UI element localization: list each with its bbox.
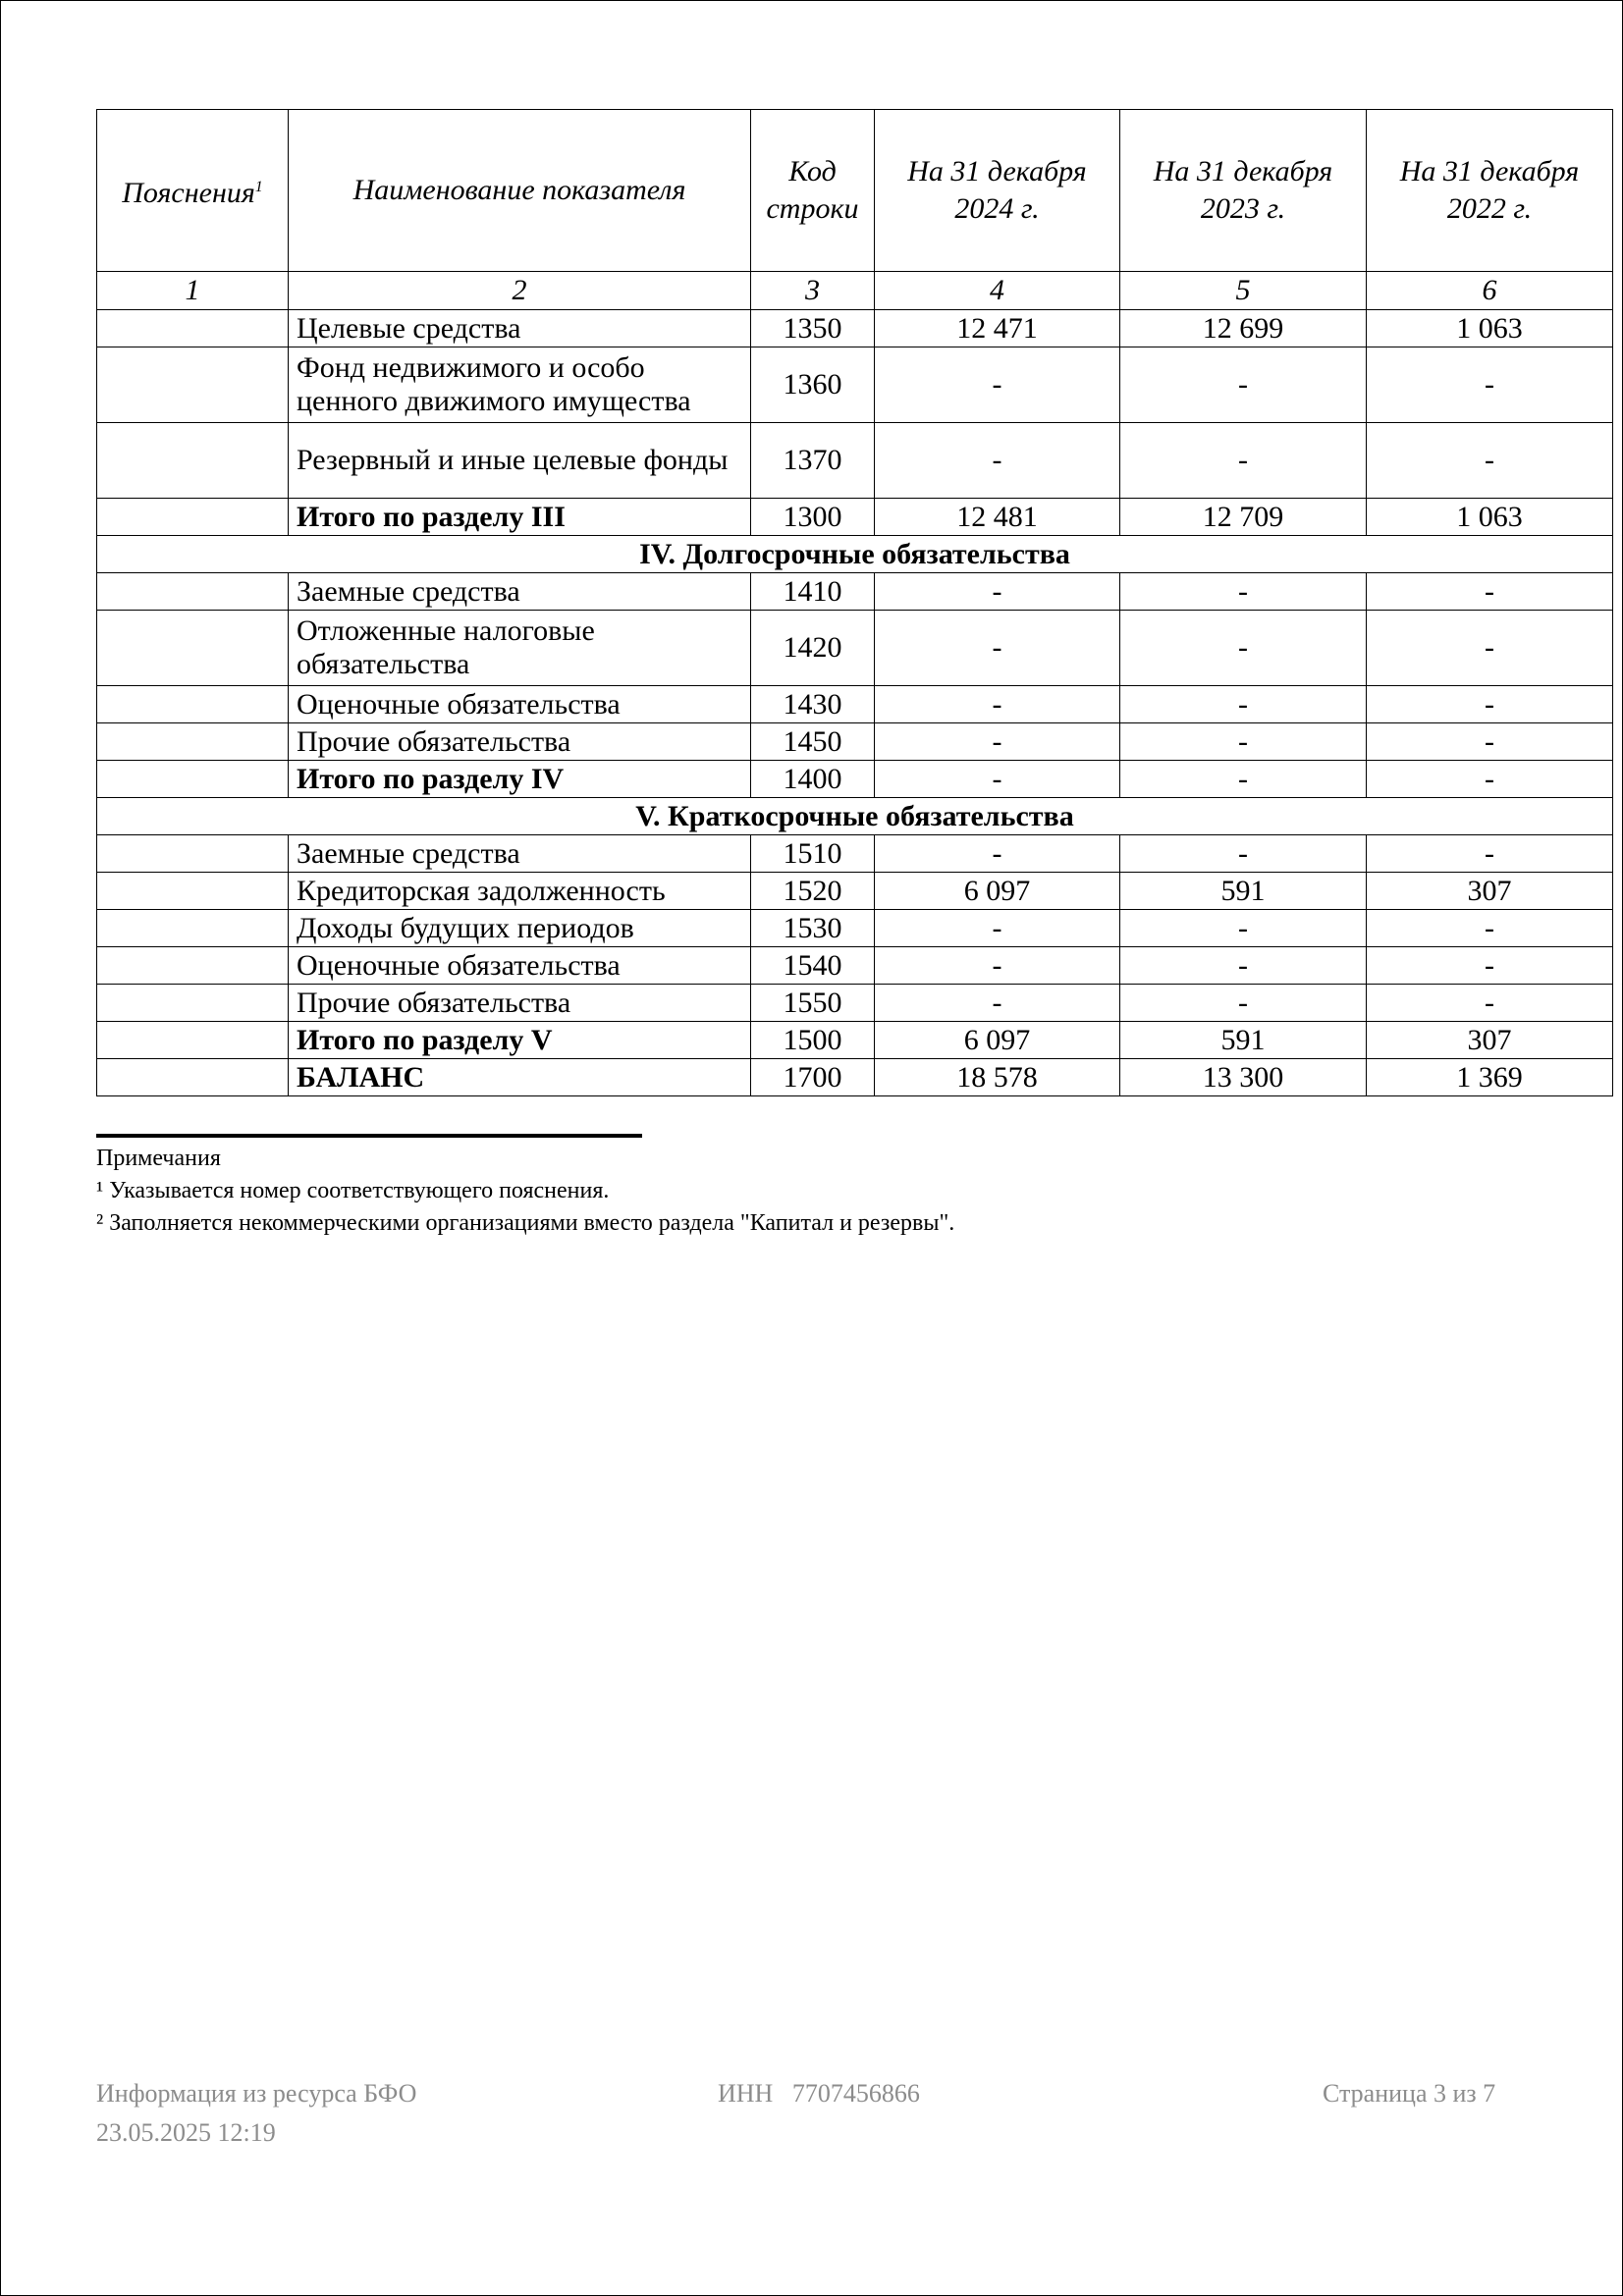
value-2023: - [1120, 947, 1367, 985]
column-number-row [97, 272, 1613, 310]
line-code: 1400 [751, 761, 875, 798]
value-2024: 18 578 [875, 1059, 1120, 1096]
explanation-cell [97, 499, 289, 536]
indicator-name: Кредиторская задолженность [289, 873, 751, 910]
table-row [97, 910, 1613, 947]
line-code: 1360 [751, 347, 875, 423]
explanation-cell [97, 310, 289, 347]
value-2023: - [1120, 423, 1367, 499]
value-2023: 13 300 [1120, 1059, 1367, 1096]
footer-inn-value: 7707456866 [791, 2079, 920, 2108]
value-2022: 307 [1367, 1022, 1613, 1059]
notes-divider [96, 1134, 642, 1138]
value-2023: - [1120, 573, 1367, 611]
header-2024: На 31 декабря 2024 г. [875, 110, 1120, 272]
indicator-name: Итого по разделу V [289, 1022, 751, 1059]
line-code: 1420 [751, 611, 875, 686]
explanation-cell [97, 947, 289, 985]
indicator-name: Заемные средства [289, 573, 751, 611]
indicator-name: Итого по разделу IV [289, 761, 751, 798]
footer-inn-label: ИНН [718, 2079, 774, 2108]
value-2023: 591 [1120, 1022, 1367, 1059]
header-line-code: Код строки [751, 110, 875, 272]
explanation-cell [97, 611, 289, 686]
table-row [97, 947, 1613, 985]
explanation-cell [97, 423, 289, 499]
table-row [97, 499, 1613, 536]
section-header-row [97, 798, 1613, 835]
section-title: V. Краткосрочные обязательства [97, 798, 1613, 835]
value-2022: - [1367, 985, 1613, 1022]
indicator-name: Фонд недвижимого и особо ценного движимого имущества [289, 347, 751, 423]
line-code: 1450 [751, 723, 875, 761]
line-code: 1550 [751, 985, 875, 1022]
value-2024: - [875, 347, 1120, 423]
value-2024: 6 097 [875, 873, 1120, 910]
footer-inn [718, 2075, 920, 2112]
table-row [97, 611, 1613, 686]
value-2024: 12 471 [875, 310, 1120, 347]
indicator-name: Отложенные налоговые обязательства [289, 611, 751, 686]
value-2023: 591 [1120, 873, 1367, 910]
section-title: IV. Долгосрочные обязательства [97, 536, 1613, 573]
explanation-cell [97, 723, 289, 761]
value-2024: - [875, 723, 1120, 761]
value-2024: - [875, 423, 1120, 499]
line-code: 1510 [751, 835, 875, 873]
indicator-name: Целевые средства [289, 310, 751, 347]
value-2024: - [875, 573, 1120, 611]
column-number: 6 [1367, 272, 1613, 310]
header-row [97, 110, 1613, 272]
explanation-cell [97, 686, 289, 723]
indicator-name: Оценочные обязательства [289, 686, 751, 723]
explanation-cell [97, 761, 289, 798]
footer-source: Информация из ресурса БФО [96, 2079, 417, 2108]
table-row [97, 835, 1613, 873]
value-2024: - [875, 985, 1120, 1022]
indicator-name: Заемные средства [289, 835, 751, 873]
indicator-name: Прочие обязательства [289, 985, 751, 1022]
value-2023: - [1120, 910, 1367, 947]
value-2023: - [1120, 835, 1367, 873]
indicator-name: Оценочные обязательства [289, 947, 751, 985]
value-2022: 1 063 [1367, 310, 1613, 347]
table-row [97, 686, 1613, 723]
line-code: 1300 [751, 499, 875, 536]
indicator-name: БАЛАНС [289, 1059, 751, 1096]
value-2024: 12 481 [875, 499, 1120, 536]
column-number: 5 [1120, 272, 1367, 310]
line-code: 1370 [751, 423, 875, 499]
note-1: ¹ Указывается номер соответствующего пояснения. [96, 1178, 610, 1203]
notes [96, 1143, 954, 1240]
table-row [97, 1022, 1613, 1059]
table-row [97, 573, 1613, 611]
value-2022: - [1367, 947, 1613, 985]
line-code: 1500 [751, 1022, 875, 1059]
value-2022: - [1367, 423, 1613, 499]
table-row [97, 873, 1613, 910]
value-2022: - [1367, 573, 1613, 611]
table-row [97, 985, 1613, 1022]
value-2022: - [1367, 686, 1613, 723]
value-2022: - [1367, 611, 1613, 686]
value-2023: - [1120, 761, 1367, 798]
column-number: 3 [751, 272, 875, 310]
line-code: 1350 [751, 310, 875, 347]
value-2022: - [1367, 347, 1613, 423]
table-row [97, 310, 1613, 347]
note-2: ² Заполняется некоммерческими организациями вместо раздела "Капитал и резервы". [96, 1210, 955, 1236]
value-2022: - [1367, 761, 1613, 798]
header-indicator-name: Наименование показателя [289, 110, 751, 272]
value-2023: 12 699 [1120, 310, 1367, 347]
column-number: 4 [875, 272, 1120, 310]
line-code: 1520 [751, 873, 875, 910]
explanation-cell [97, 910, 289, 947]
column-number: 2 [289, 272, 751, 310]
indicator-name: Доходы будущих периодов [289, 910, 751, 947]
value-2024: - [875, 835, 1120, 873]
line-code: 1410 [751, 573, 875, 611]
value-2023: - [1120, 611, 1367, 686]
line-code: 1430 [751, 686, 875, 723]
value-2024: - [875, 947, 1120, 985]
value-2022: - [1367, 835, 1613, 873]
value-2022: 1 063 [1367, 499, 1613, 536]
value-2022: 307 [1367, 873, 1613, 910]
notes-title: Примечания [96, 1146, 221, 1171]
footer-page: Страница 3 из 7 [1323, 2079, 1496, 2108]
column-number: 1 [97, 272, 289, 310]
explanation-cell [97, 1059, 289, 1096]
table-row [97, 423, 1613, 499]
value-2023: - [1120, 723, 1367, 761]
value-2024: 6 097 [875, 1022, 1120, 1059]
table-row [97, 1059, 1613, 1096]
indicator-name: Прочие обязательства [289, 723, 751, 761]
explanation-cell [97, 985, 289, 1022]
table-row [97, 347, 1613, 423]
line-code: 1700 [751, 1059, 875, 1096]
value-2022: - [1367, 723, 1613, 761]
explanation-cell [97, 347, 289, 423]
explanation-cell [97, 873, 289, 910]
balance-table [96, 109, 1613, 1096]
value-2023: 12 709 [1120, 499, 1367, 536]
table-row [97, 761, 1613, 798]
section-header-row [97, 536, 1613, 573]
header-2023: На 31 декабря 2023 г. [1120, 110, 1367, 272]
value-2024: - [875, 611, 1120, 686]
value-2023: - [1120, 686, 1367, 723]
footer-datetime: 23.05.2025 12:19 [96, 2118, 276, 2147]
header-explanations: Пояснения$^1$ [97, 110, 289, 272]
explanation-cell [97, 1022, 289, 1059]
value-2024: - [875, 761, 1120, 798]
value-2022: 1 369 [1367, 1059, 1613, 1096]
value-2024: - [875, 686, 1120, 723]
indicator-name: Итого по разделу III [289, 499, 751, 536]
value-2023: - [1120, 985, 1367, 1022]
value-2023: - [1120, 347, 1367, 423]
indicator-name: Резервный и иные целевые фонды [289, 423, 751, 499]
header-2022: На 31 декабря 2022 г. [1367, 110, 1613, 272]
table-row [97, 723, 1613, 761]
value-2022: - [1367, 910, 1613, 947]
value-2024: - [875, 910, 1120, 947]
explanation-cell [97, 573, 289, 611]
line-code: 1540 [751, 947, 875, 985]
explanation-cell [97, 835, 289, 873]
line-code: 1530 [751, 910, 875, 947]
